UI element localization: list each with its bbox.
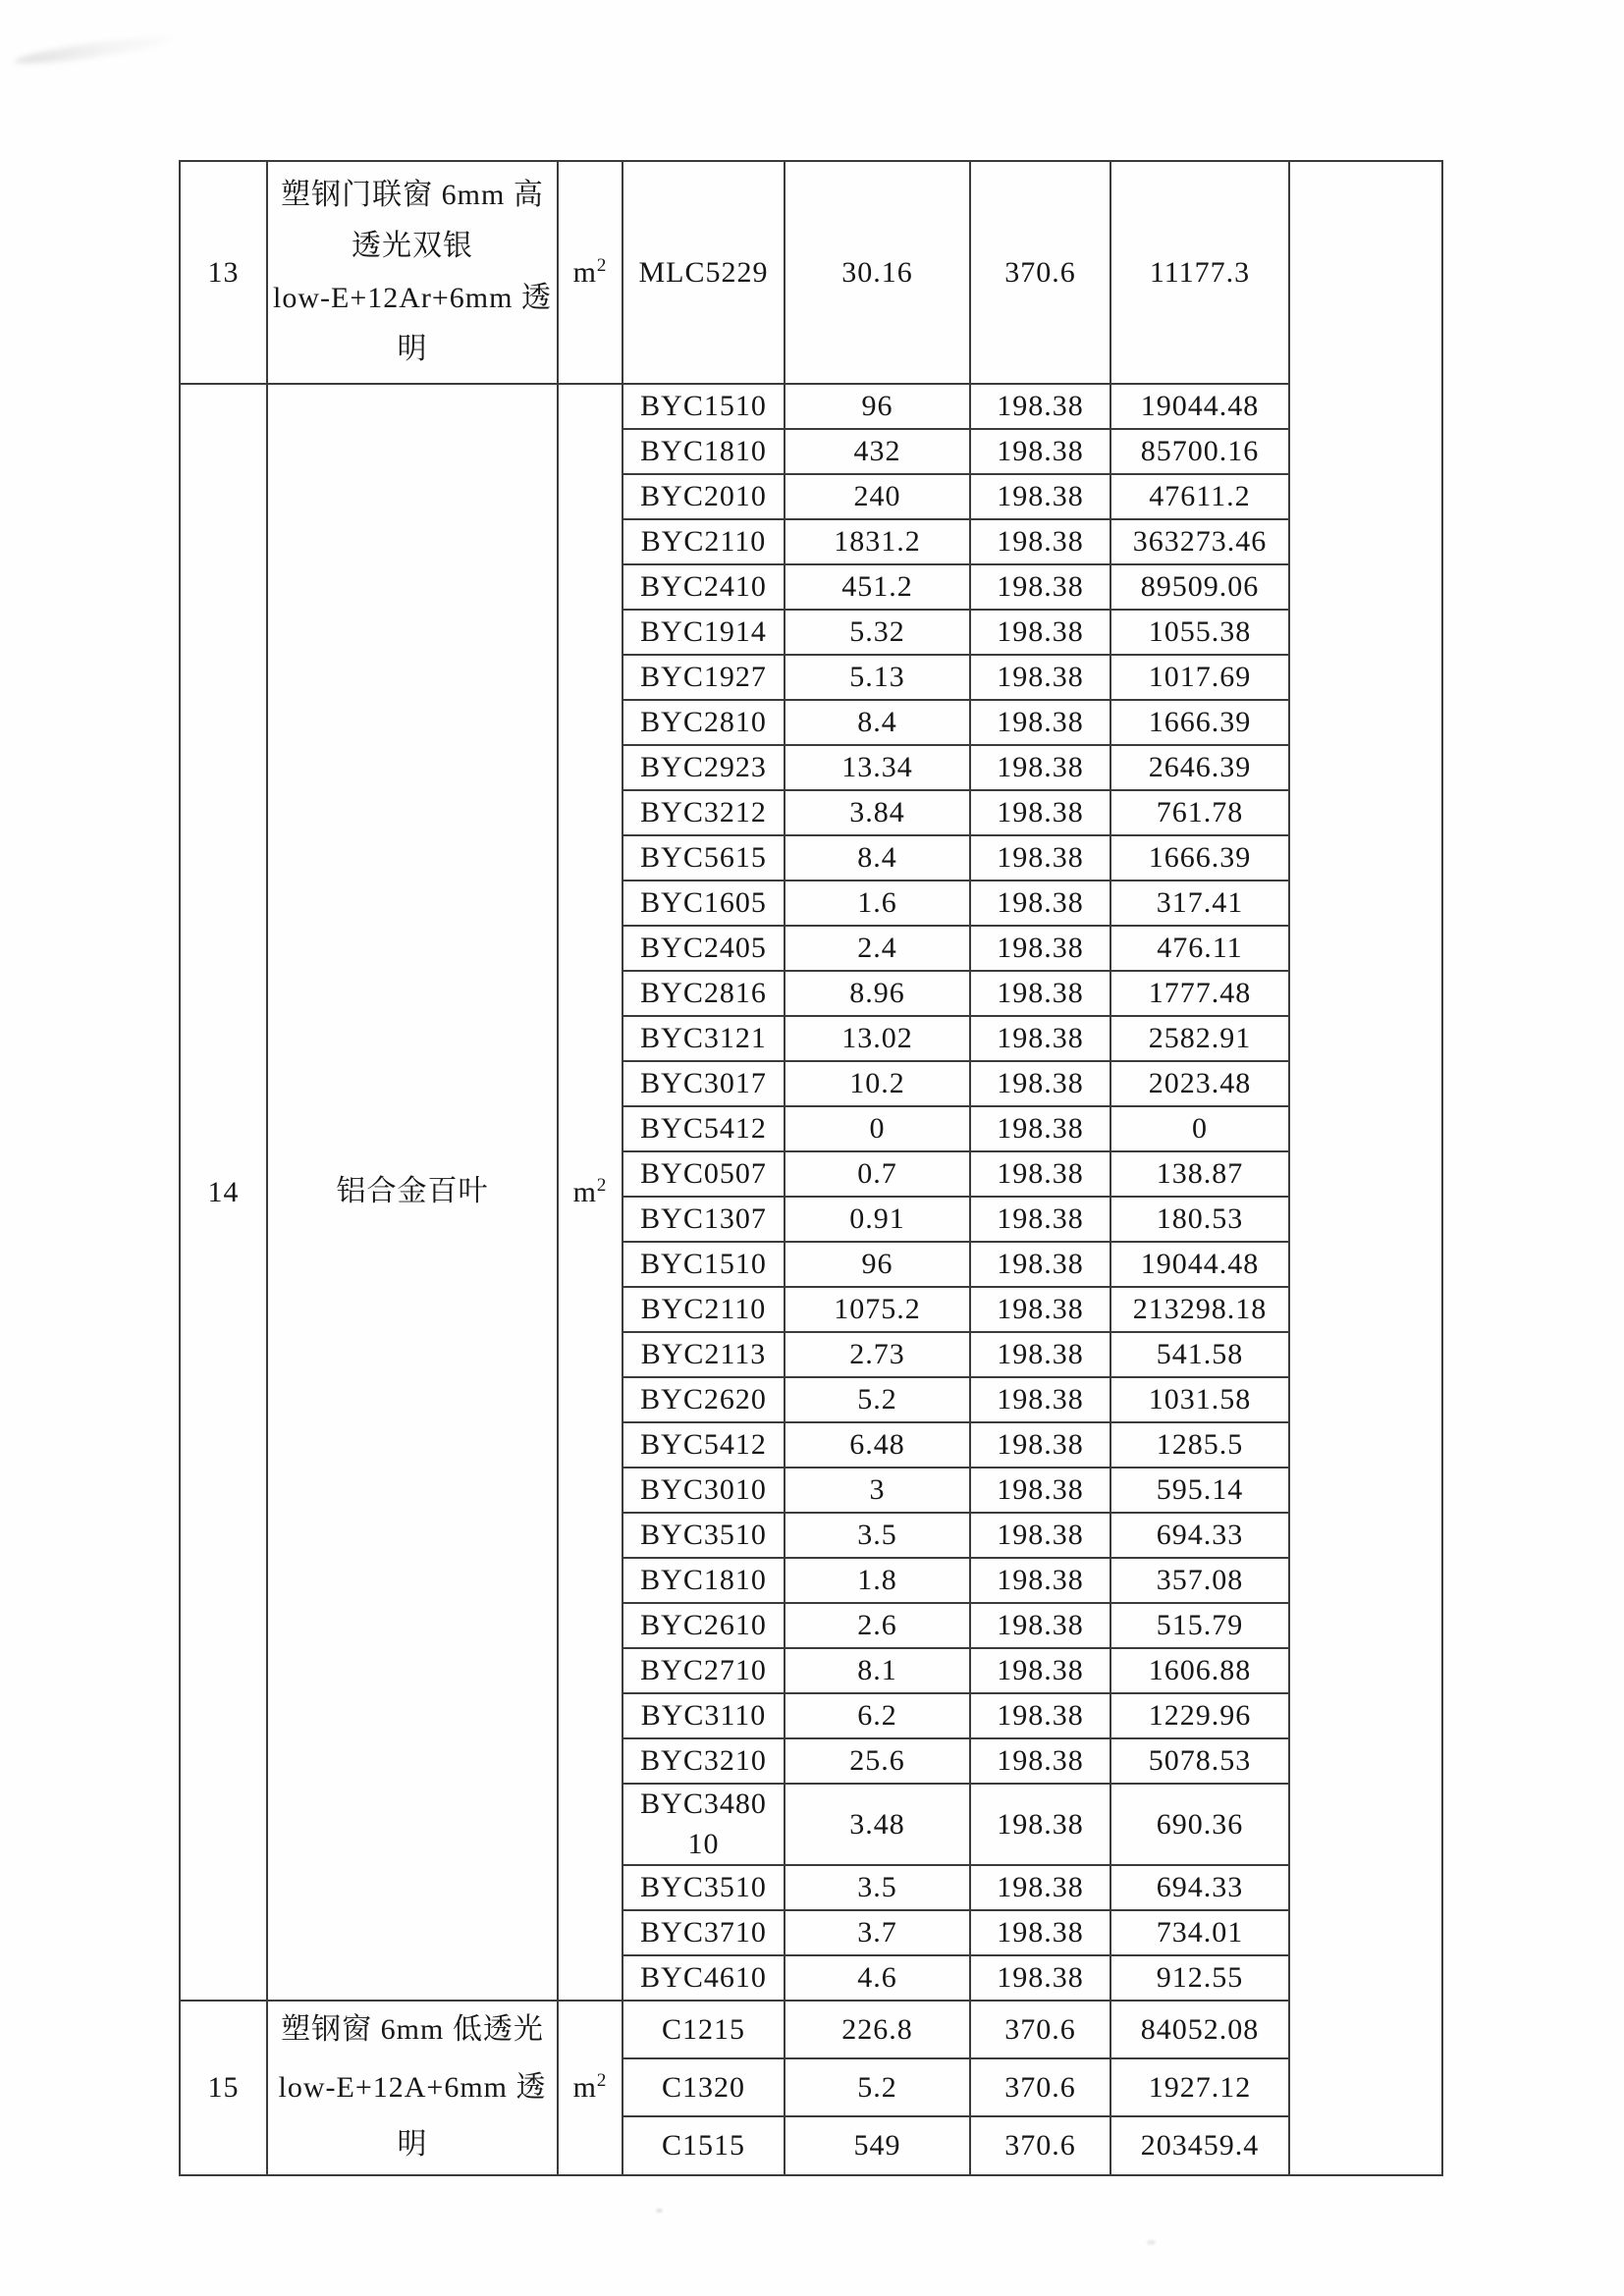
model-cell: BYC3510 <box>623 1865 785 1910</box>
quantity-cell: 5.2 <box>785 1377 970 1422</box>
unit-price-cell: 198.38 <box>970 1016 1110 1061</box>
quantity-cell: 96 <box>785 384 970 429</box>
total-price-cell: 1031.58 <box>1110 1377 1289 1422</box>
model-cell: BYC2110 <box>623 1287 785 1332</box>
total-price-cell: 317.41 <box>1110 881 1289 926</box>
total-price-cell: 1285.5 <box>1110 1422 1289 1468</box>
item-name-cell <box>267 2001 558 2175</box>
model-cell: BYC3110 <box>623 1693 785 1738</box>
unit-price-cell: 198.38 <box>970 1738 1110 1784</box>
unit-cell: $m^2$ <box>558 161 623 384</box>
model-cell: C1515 <box>623 2116 785 2174</box>
unit-price-cell: 198.38 <box>970 1865 1110 1910</box>
quantity-cell: 4.6 <box>785 1955 970 2001</box>
total-price-cell: 2582.91 <box>1110 1016 1289 1061</box>
total-price-cell: 541.58 <box>1110 1332 1289 1377</box>
model-cell: BYC3010 <box>623 1468 785 1513</box>
quantity-cell: 3.5 <box>785 1513 970 1558</box>
quantity-cell: 8.4 <box>785 835 970 881</box>
unit-price-cell: 198.38 <box>970 1332 1110 1377</box>
item-name-line: 铝合金百叶 <box>336 1175 489 1208</box>
unit-price-cell: 198.38 <box>970 745 1110 790</box>
model-cell: BYC1810 <box>623 1558 785 1603</box>
quantity-cell: 432 <box>785 429 970 474</box>
quantity-cell: 5.13 <box>785 655 970 700</box>
model-cell: MLC5229 <box>623 161 785 384</box>
total-price-cell: 912.55 <box>1110 1955 1289 2001</box>
unit-price-cell: 198.38 <box>970 1693 1110 1738</box>
model-cell: BYC3212 <box>623 790 785 835</box>
scan-smudge <box>14 32 176 69</box>
unit-price-cell: 198.38 <box>970 1513 1110 1558</box>
model-cell: BYC2110 <box>623 519 785 564</box>
quantity-cell: 3.7 <box>785 1910 970 1955</box>
quantity-cell: 3.5 <box>785 1865 970 1910</box>
spec-table-body <box>180 161 1442 2175</box>
unit-price-cell: 370.6 <box>970 161 1110 384</box>
quantity-cell: 8.1 <box>785 1648 970 1693</box>
quantity-cell: 13.02 <box>785 1016 970 1061</box>
model-cell: BYC1914 <box>623 610 785 655</box>
unit-price-cell: 370.6 <box>970 2058 1110 2116</box>
quantity-cell: 2.6 <box>785 1603 970 1648</box>
total-price-cell: 180.53 <box>1110 1197 1289 1242</box>
total-price-cell: 1666.39 <box>1110 835 1289 881</box>
quantity-cell: 8.96 <box>785 971 970 1016</box>
quantity-cell: 10.2 <box>785 1061 970 1106</box>
total-price-cell: 19044.48 <box>1110 1242 1289 1287</box>
total-price-cell: 2023.48 <box>1110 1061 1289 1106</box>
unit-price-cell: 198.38 <box>970 1106 1110 1151</box>
total-price-cell: 85700.16 <box>1110 429 1289 474</box>
unit-price-cell: 198.38 <box>970 1784 1110 1865</box>
total-price-cell: 1017.69 <box>1110 655 1289 700</box>
total-price-cell: 694.33 <box>1110 1513 1289 1558</box>
total-price-cell: 761.78 <box>1110 790 1289 835</box>
quantity-cell: 5.2 <box>785 2058 970 2116</box>
total-price-cell: 690.36 <box>1110 1784 1289 1865</box>
model-cell: BYC2620 <box>623 1377 785 1422</box>
quantity-cell: 6.48 <box>785 1422 970 1468</box>
unit-price-cell: 370.6 <box>970 2001 1110 2058</box>
quantity-cell: 240 <box>785 474 970 519</box>
unit-price-cell: 198.38 <box>970 1287 1110 1332</box>
quantity-cell: 0 <box>785 1106 970 1151</box>
unit-cell: $m^2$ <box>558 2001 623 2175</box>
unit-price-cell: 198.38 <box>970 384 1110 429</box>
quantity-cell: 0.7 <box>785 1151 970 1197</box>
spec-table <box>179 160 1443 2176</box>
unit-price-cell: 198.38 <box>970 1242 1110 1287</box>
quantity-cell: 1.6 <box>785 881 970 926</box>
unit-price-cell: 198.38 <box>970 519 1110 564</box>
model-cell: BYC4610 <box>623 1955 785 2001</box>
model-cell: BYC2410 <box>623 564 785 610</box>
model-line: BYC3480 <box>640 1788 767 1820</box>
total-price-cell: 363273.46 <box>1110 519 1289 564</box>
table-row <box>180 161 1442 384</box>
model-cell: BYC5412 <box>623 1422 785 1468</box>
model-cell <box>623 1784 785 1865</box>
total-price-cell: 1777.48 <box>1110 971 1289 1016</box>
quantity-cell: 5.32 <box>785 610 970 655</box>
total-price-cell: 203459.4 <box>1110 2116 1289 2174</box>
quantity-cell: 1075.2 <box>785 1287 970 1332</box>
model-cell: BYC2923 <box>623 745 785 790</box>
unit-cell: $m^2$ <box>558 384 623 2001</box>
model-cell: C1320 <box>623 2058 785 2116</box>
unit-price-cell: 198.38 <box>970 1955 1110 2001</box>
model-cell: BYC1810 <box>623 429 785 474</box>
total-price-cell: 47611.2 <box>1110 474 1289 519</box>
item-name-line: low-E+12Ar+6mm 透 <box>273 281 552 314</box>
unit-price-cell: 198.38 <box>970 881 1110 926</box>
unit-price-cell: 198.38 <box>970 926 1110 971</box>
model-cell: BYC2610 <box>623 1603 785 1648</box>
notes-empty-cell <box>1289 161 1442 2175</box>
unit-price-cell: 198.38 <box>970 971 1110 1016</box>
unit-price-cell: 198.38 <box>970 835 1110 881</box>
model-cell: BYC2405 <box>623 926 785 971</box>
model-cell: BYC2010 <box>623 474 785 519</box>
model-cell: BYC2113 <box>623 1332 785 1377</box>
unit-price-cell: 198.38 <box>970 1061 1110 1106</box>
quantity-cell: 25.6 <box>785 1738 970 1784</box>
unit-price-cell: 198.38 <box>970 790 1110 835</box>
row-number-cell: 14 <box>180 384 267 2001</box>
total-price-cell: 1927.12 <box>1110 2058 1289 2116</box>
unit-price-cell: 198.38 <box>970 610 1110 655</box>
quantity-cell: 1831.2 <box>785 519 970 564</box>
scan-speck <box>656 2209 663 2213</box>
quantity-cell: 1.8 <box>785 1558 970 1603</box>
unit-price-cell: 198.38 <box>970 1603 1110 1648</box>
total-price-cell: 2646.39 <box>1110 745 1289 790</box>
quantity-cell: 549 <box>785 2116 970 2174</box>
quantity-cell: 3.84 <box>785 790 970 835</box>
model-cell: BYC3017 <box>623 1061 785 1106</box>
table-row <box>180 384 1442 429</box>
model-cell: BYC1605 <box>623 881 785 926</box>
model-cell: BYC3710 <box>623 1910 785 1955</box>
quantity-cell: 2.4 <box>785 926 970 971</box>
item-name-line: 明 <box>397 333 428 365</box>
unit-price-cell: 198.38 <box>970 1197 1110 1242</box>
total-price-cell: 1666.39 <box>1110 700 1289 745</box>
model-line: 10 <box>687 1827 720 1860</box>
unit-price-cell: 198.38 <box>970 1468 1110 1513</box>
item-name-cell <box>267 161 558 384</box>
item-name-line: 塑钢门联窗 6mm 高 <box>281 178 544 211</box>
model-cell: BYC2816 <box>623 971 785 1016</box>
unit-price-cell: 198.38 <box>970 1377 1110 1422</box>
model-cell: C1215 <box>623 2001 785 2058</box>
model-cell: BYC1510 <box>623 1242 785 1287</box>
unit-price-cell: 198.38 <box>970 1558 1110 1603</box>
item-name-line: 透光双银 <box>352 230 473 262</box>
unit-price-cell: 370.6 <box>970 2116 1110 2174</box>
unit-price-cell: 198.38 <box>970 564 1110 610</box>
total-price-cell: 1055.38 <box>1110 610 1289 655</box>
model-cell: BYC5412 <box>623 1106 785 1151</box>
total-price-cell: 5078.53 <box>1110 1738 1289 1784</box>
quantity-cell: 13.34 <box>785 745 970 790</box>
total-price-cell: 138.87 <box>1110 1151 1289 1197</box>
model-cell: BYC1927 <box>623 655 785 700</box>
model-cell: BYC2710 <box>623 1648 785 1693</box>
unit-price-cell: 198.38 <box>970 1910 1110 1955</box>
table-row <box>180 2001 1442 2058</box>
quantity-cell: 451.2 <box>785 564 970 610</box>
total-price-cell: 19044.48 <box>1110 384 1289 429</box>
total-price-cell: 357.08 <box>1110 1558 1289 1603</box>
unit-price-cell: 198.38 <box>970 655 1110 700</box>
quantity-cell: 30.16 <box>785 161 970 384</box>
quantity-cell: 226.8 <box>785 2001 970 2058</box>
quantity-cell: 8.4 <box>785 700 970 745</box>
item-name-line: low-E+12A+6mm 透明 <box>278 2070 547 2161</box>
total-price-cell: 1229.96 <box>1110 1693 1289 1738</box>
row-number-cell: 13 <box>180 161 267 384</box>
scan-speck <box>1147 2240 1156 2245</box>
total-price-cell: 89509.06 <box>1110 564 1289 610</box>
quantity-cell: 6.2 <box>785 1693 970 1738</box>
total-price-cell: 1606.88 <box>1110 1648 1289 1693</box>
unit-price-cell: 198.38 <box>970 1422 1110 1468</box>
unit-price-cell: 198.38 <box>970 700 1110 745</box>
total-price-cell: 515.79 <box>1110 1603 1289 1648</box>
model-cell: BYC1510 <box>623 384 785 429</box>
total-price-cell: 734.01 <box>1110 1910 1289 1955</box>
total-price-cell: 11177.3 <box>1110 161 1289 384</box>
quantity-cell: 2.73 <box>785 1332 970 1377</box>
row-number-cell: 15 <box>180 2001 267 2175</box>
quantity-cell: 96 <box>785 1242 970 1287</box>
total-price-cell: 213298.18 <box>1110 1287 1289 1332</box>
quantity-cell: 0.91 <box>785 1197 970 1242</box>
total-price-cell: 0 <box>1110 1106 1289 1151</box>
unit-price-cell: 198.38 <box>970 429 1110 474</box>
total-price-cell: 694.33 <box>1110 1865 1289 1910</box>
total-price-cell: 84052.08 <box>1110 2001 1289 2058</box>
model-cell: BYC3210 <box>623 1738 785 1784</box>
quantity-cell: 3.48 <box>785 1784 970 1865</box>
quantity-cell: 3 <box>785 1468 970 1513</box>
model-cell: BYC5615 <box>623 835 785 881</box>
unit-price-cell: 198.38 <box>970 1151 1110 1197</box>
unit-price-cell: 198.38 <box>970 1648 1110 1693</box>
model-cell: BYC3121 <box>623 1016 785 1061</box>
model-cell: BYC0507 <box>623 1151 785 1197</box>
model-cell: BYC1307 <box>623 1197 785 1242</box>
model-cell: BYC2810 <box>623 700 785 745</box>
total-price-cell: 476.11 <box>1110 926 1289 971</box>
model-cell: BYC3510 <box>623 1513 785 1558</box>
total-price-cell: 595.14 <box>1110 1468 1289 1513</box>
item-name-line: 塑钢窗 6mm 低透光 <box>281 2013 544 2046</box>
unit-price-cell: 198.38 <box>970 474 1110 519</box>
item-name-cell <box>267 384 558 2001</box>
